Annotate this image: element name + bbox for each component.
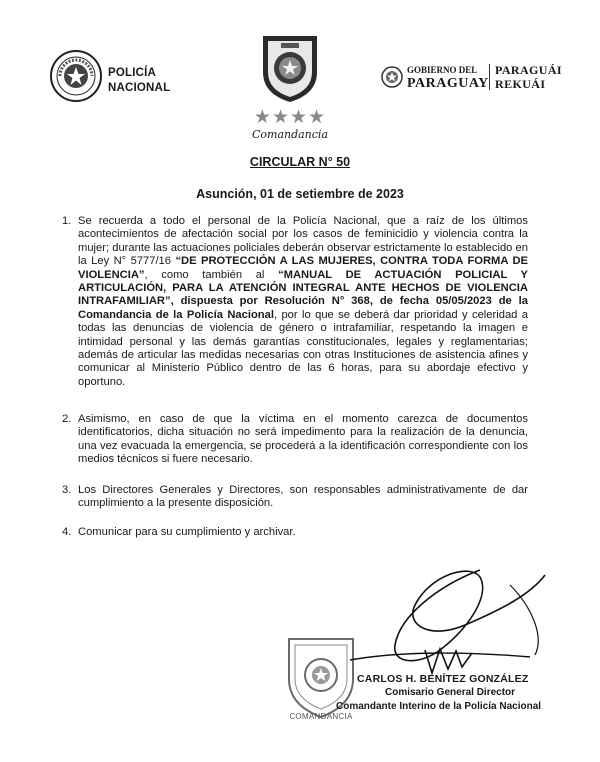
signer-name: CARLOS H. BENÍTEZ GONZÁLEZ: [357, 673, 529, 685]
list-item: 1. Se recuerda a todo el personal de la Policía Nacional, que a raíz de los últimos acontecimientos de afectación social por los casos de feminicidio y violencia contra la mujer; durante las actuaciones policiales deberán observar estrictamente lo establecido en la Ley N° 5777/16 “DE PROTECCIÓN A LAS MUJERES, CONTRA TODA FORMA DE VIOLENCIA”, como también al “MANUAL DE ACTUACIÓN POLICIAL Y ARTICULACIÓN, PARA LA ATENCIÓN INTEGRAL ANTE HECHOS DE VIOLENCIA INTRAFAMILIAR”, dispuesta por Resolución N° 368, de fecha 05/05/2023 de la Comandancia de la Policía Nacional, por lo que se deberá dar prioridad y celeridad a todas las denuncias de violencia de género o intrafamiliar, respetando la imagen e intimidad personal y las demás garantías constitucionales, legales y reglamentarias; además de articular las medidas necesarias con otras Instituciones de asistencia afines y comunicar al Ministerio Público dentro de las 6 horas, para su abordaje efectivo y oportuno.: [62, 215, 529, 388]
list-item: 4. Comunicar para su cumplimiento y archivar.: [62, 526, 296, 538]
list-item: 3. Los Directores Generales y Directores, son responsables administrativamente de dar cumplimiento a la presente disposición.: [62, 484, 528, 510]
list-item: 2. Asimismo, en caso de que la víctima en el momento carezca de documentos identificatorios, dicha situación no será impedimento para la realización de la denuncia, una vez evacuada la emergencia, se procederá a la identificación correspondiente con los medios técnicos si fuere necesario.: [62, 413, 528, 466]
handwritten-signature: [330, 565, 565, 690]
government-logo-text: GOBIERNO DEL PARAGUAY: [407, 65, 489, 91]
stamp-label: COMANDANCIA: [289, 712, 353, 721]
rekuai-logo-text: PARAGUÁI REKUÁI: [495, 63, 562, 91]
signer-rank: Comisario General Director: [385, 687, 516, 698]
item-number: 1.: [62, 215, 72, 227]
item-number: 3.: [62, 484, 72, 496]
item-number: 2.: [62, 413, 72, 425]
government-emblem-icon: [381, 66, 403, 88]
date-line: Asunción, 01 de setiembre de 2023: [196, 187, 404, 201]
police-crest-emblem: [257, 32, 323, 104]
circular-title: CIRCULAR N° 50: [249, 155, 351, 169]
signer-position: Comandante Interino de la Policía Nacional: [336, 701, 542, 712]
police-seal-logo: [50, 50, 102, 102]
police-name: POLICÍA NACIONAL: [108, 67, 171, 94]
comandancia-script: Comandancia: [251, 128, 329, 141]
logo-divider: [489, 64, 490, 90]
item-number: 4.: [62, 526, 72, 538]
rank-stars: ★★★★: [253, 107, 327, 128]
